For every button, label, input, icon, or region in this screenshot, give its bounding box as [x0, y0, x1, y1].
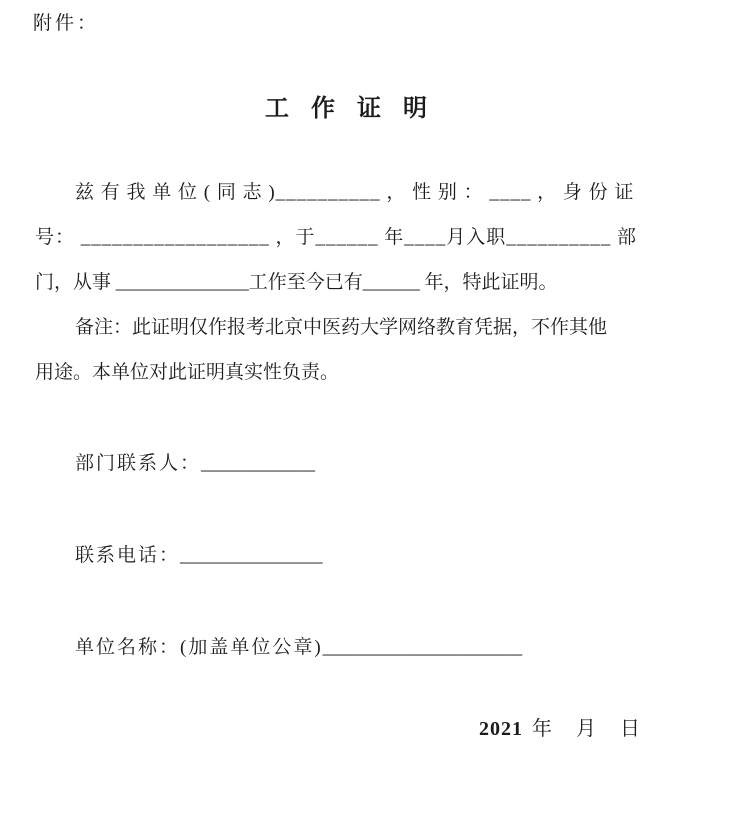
company-seal-blank: _____________________ — [322, 637, 523, 658]
paragraph-line-1: 兹 有 我 单 位 ( 同 志 )__________ ， 性 别 ： ____ ， 身 份 证 — [75, 182, 635, 203]
note-line-2: 用途。本单位对此证明真实性负责。 — [35, 362, 340, 383]
date-suffix: 年 月 日 — [532, 718, 642, 740]
paragraph-line-2: 号： __________________ ，于______ 年____月入职__________ 部 — [35, 227, 638, 248]
paragraph-line-3: 门，从事 ______________工作至今已有______ 年，特此证明。 — [35, 272, 558, 293]
document-title: 工 作 证 明 — [265, 96, 435, 122]
phone-blank: _______________ — [180, 545, 323, 566]
date-line — [479, 712, 642, 741]
company-name-line — [75, 632, 522, 659]
department-contact-line — [75, 448, 315, 475]
body-paragraph — [35, 170, 715, 395]
company-name-label: 单位名称：(加盖单位公章) — [75, 637, 323, 658]
note-line-1: 备注：此证明仅作报考北京中医药大学网络教育凭据，不作其他 — [75, 317, 608, 338]
department-contact-label: 部门联系人： — [75, 453, 202, 474]
attachment-label: 附件： — [33, 13, 100, 34]
phone-label: 联系电话： — [75, 545, 181, 566]
date-year: 2021 — [479, 718, 523, 740]
department-contact-blank: ____________ — [201, 453, 316, 474]
phone-line — [75, 540, 323, 567]
